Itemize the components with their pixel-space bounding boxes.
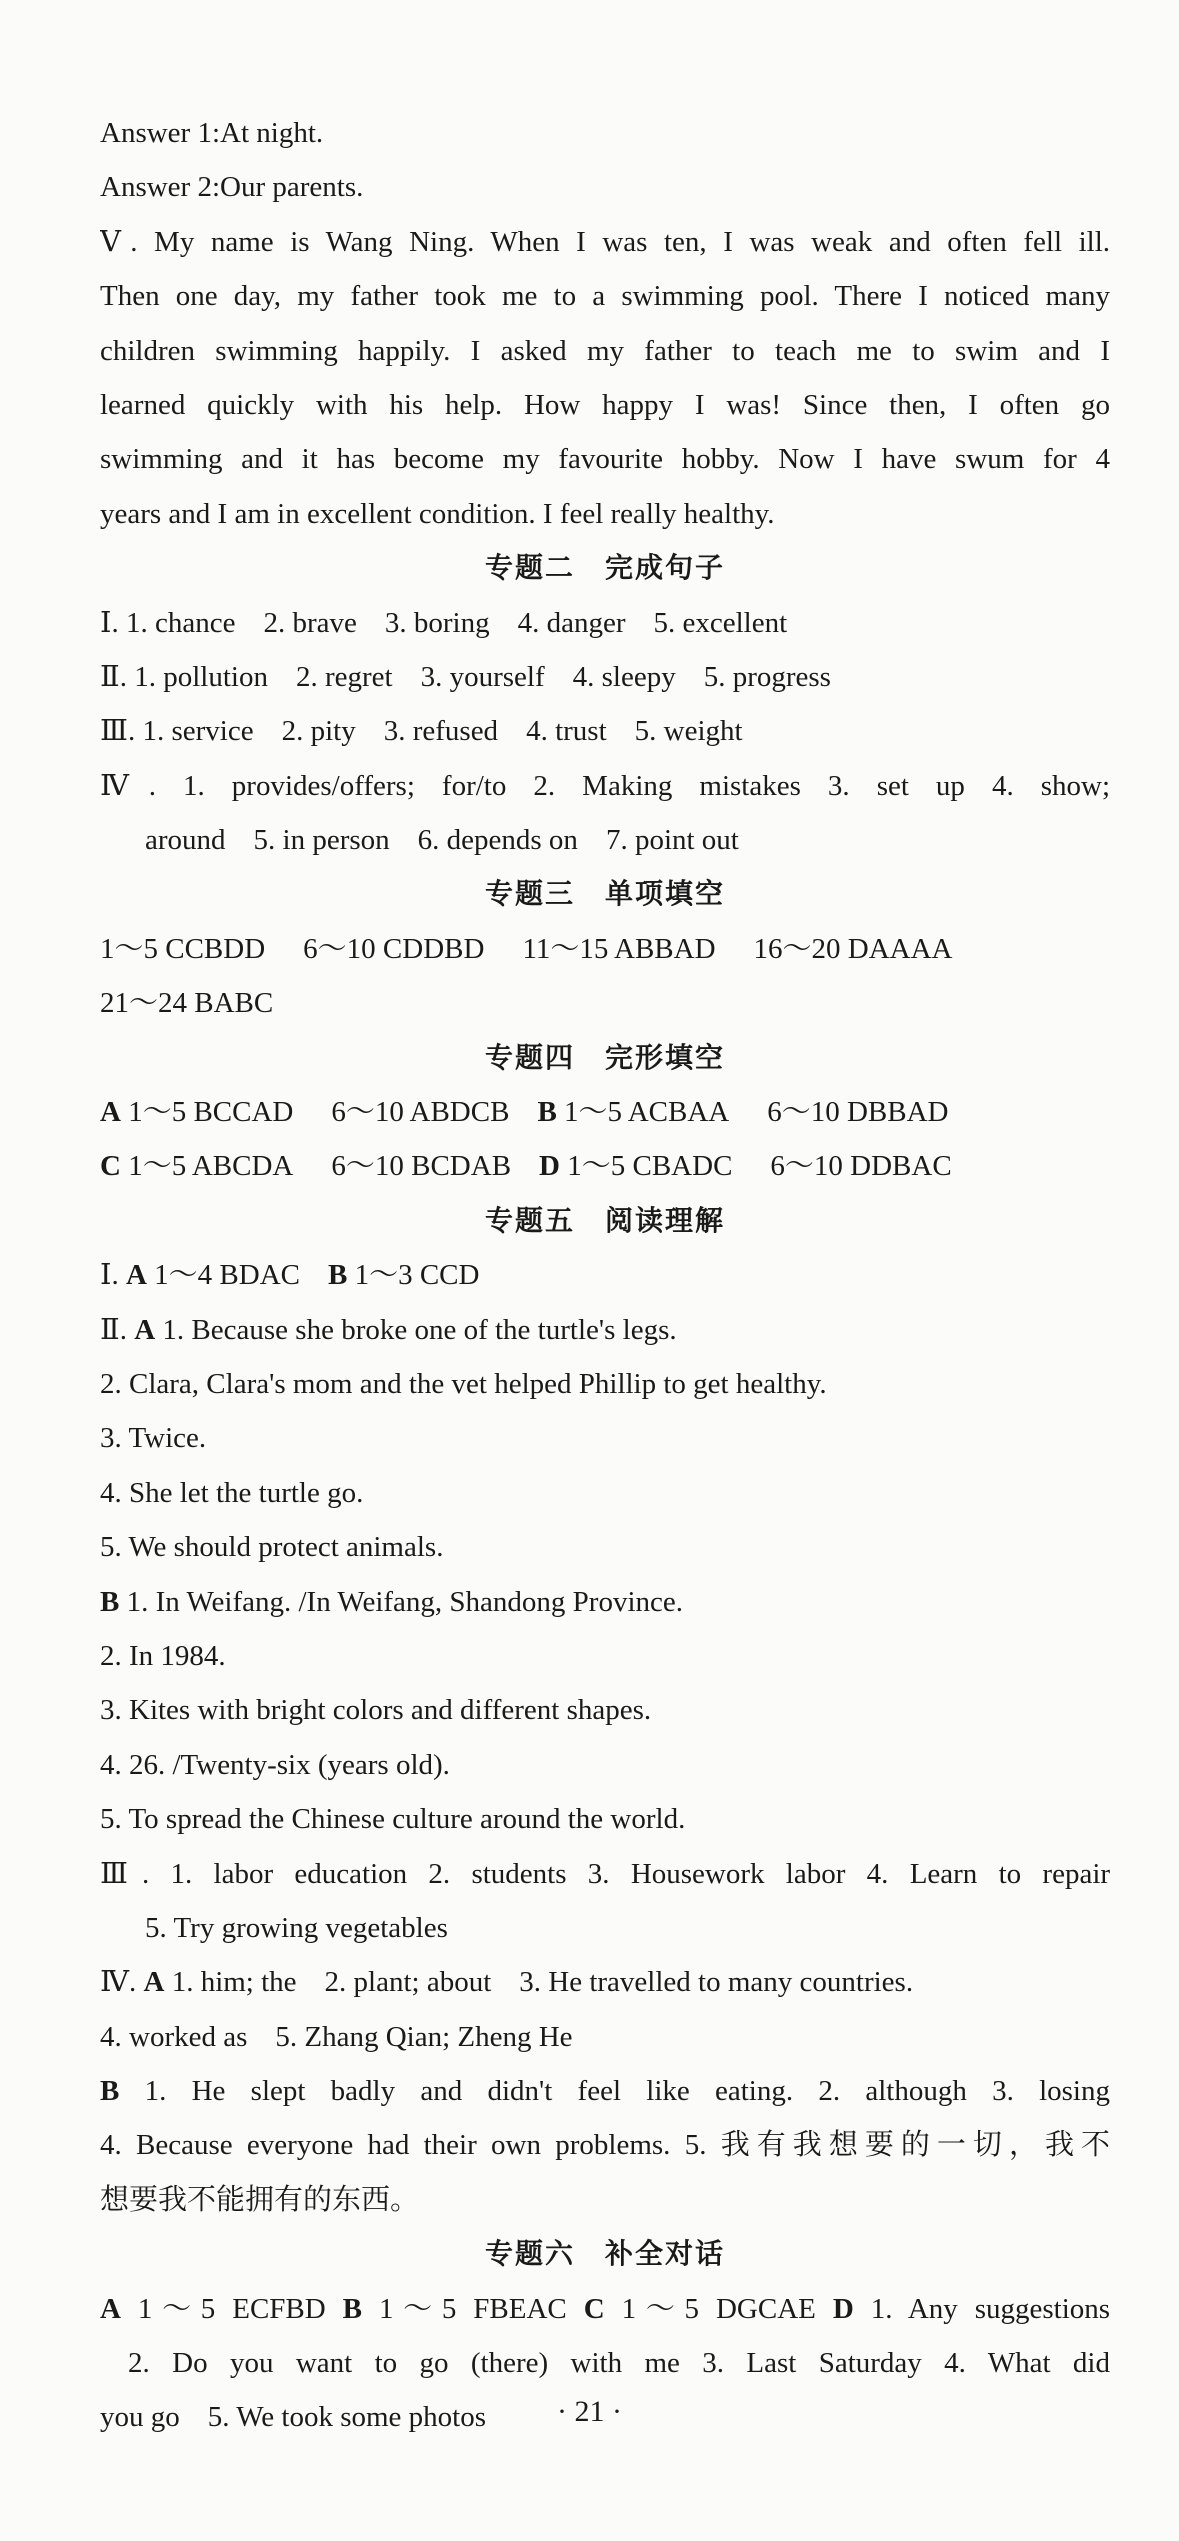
- s2-row-3: [100, 704, 1110, 758]
- answer-2: Answer 2:Our parents.: [100, 171, 364, 204]
- answer-item: 2. plant; about: [324, 1966, 492, 1999]
- answer-item: 1～5 ECFBD: [137, 2292, 326, 2325]
- answer-item: 4. sleepy: [572, 660, 676, 693]
- page-content: [100, 106, 1110, 2445]
- part-letter: B: [342, 2292, 363, 2325]
- part-letter: A: [125, 1259, 147, 1292]
- s5-part-4a-cont: [100, 2010, 1110, 2064]
- answer-item: 1. chance: [125, 606, 236, 639]
- answer-item: 5. progress: [703, 660, 831, 693]
- answer-item: 2. brave: [263, 606, 357, 639]
- answer-item: 4. Learn to repair: [866, 1857, 1110, 1890]
- section-5-title: 专题五 阅读理解: [484, 1203, 725, 1237]
- answer-item: 5. Zhang Qian; Zheng He: [275, 2020, 573, 2053]
- part-letter: B: [328, 1259, 348, 1292]
- s5-part-2a: [100, 1303, 1110, 1357]
- answer-item: 4. She let the turtle go.: [100, 1476, 364, 1509]
- answer-item: 3. Twice.: [100, 1422, 207, 1455]
- s5-part-4b-cont: [100, 2118, 1110, 2172]
- section-3-title: 专题三 单项填空: [484, 877, 725, 911]
- answer-item: 1. pollution: [134, 660, 268, 693]
- answer-item: 1. service: [142, 715, 254, 748]
- answer-item: 2. pity: [281, 715, 356, 748]
- answer-item: 6～10 DDBAC: [770, 1150, 952, 1183]
- answer-item: 1～5 ACBAA: [564, 1096, 730, 1129]
- answer-item: 4. trust: [526, 715, 607, 748]
- roman-numeral: Ⅲ.: [100, 715, 143, 748]
- answer-1: Answer 1:At night.: [100, 117, 324, 149]
- answer-item: 7. point out: [605, 824, 739, 857]
- answer-item: 3. set up: [827, 769, 965, 802]
- page-number: · 21 ·: [557, 2395, 622, 2428]
- answer-item: 3. He travelled to many countries.: [519, 1966, 914, 1999]
- answer-item: 6～10 DBBAD: [767, 1096, 949, 1129]
- essay-line: swimming and it has become my favourite hobby. Now I have swum for 4: [100, 443, 1110, 476]
- roman-numeral: Ⅳ.: [100, 1966, 144, 1999]
- answer-item: 3. yourself: [420, 660, 545, 693]
- answer-item: 4. 26. /Twenty-six (years old).: [100, 1748, 450, 1781]
- roman-numeral: Ⅳ.: [100, 769, 184, 802]
- answer-item: 1. He slept badly and didn't feel like eating.: [144, 2075, 794, 2108]
- s4-line-2: [100, 1139, 1110, 1193]
- part-letter: B: [100, 2075, 120, 2108]
- answer-item: 4. What did: [944, 2347, 1110, 2380]
- section-6-title: 专题六 补全对话: [484, 2237, 725, 2271]
- answer-item: 1～5 DGCAE: [621, 2292, 816, 2325]
- section-4-title: 专题四 完形填空: [484, 1040, 725, 1074]
- answer-item: 1～4 BDAC: [154, 1259, 300, 1292]
- essay-line: Ⅴ. My name is Wang Ning. When I was ten, I was weak and often fell ill.: [100, 225, 1110, 258]
- answer-item: 5. weight: [634, 715, 743, 748]
- s5-part-3-cont: 5. Try growing vegetables: [145, 1911, 448, 1944]
- essay-line: Then one day, my father took me to a swimming pool. There I noticed many: [100, 280, 1110, 313]
- s2-row-4-cont: [100, 813, 1110, 867]
- answer-item: 2. regret: [295, 660, 393, 693]
- roman-numeral: Ⅱ.: [100, 660, 135, 693]
- answer-item: 1. Any suggestions: [870, 2292, 1110, 2325]
- roman-numeral: Ⅲ.: [100, 1857, 171, 1890]
- answer-item: 3. Housework labor: [587, 1857, 846, 1890]
- answer-item: 6. depends on: [417, 824, 578, 857]
- s2-row-4: [100, 759, 1110, 813]
- part-letter: A: [134, 1313, 156, 1346]
- answer-item: 5. 我有我想要的一切，我不: [684, 2129, 1110, 2162]
- answer-item: 1～5 CCBDD: [100, 932, 266, 965]
- part-letter: C: [100, 1150, 121, 1183]
- answer-item: 2. Clara, Clara's mom and the vet helped Phillip to get healthy.: [100, 1367, 827, 1400]
- answer-item: 5. We should protect animals.: [100, 1531, 444, 1564]
- answer-item: 3. boring: [384, 606, 490, 639]
- essay-line: children swimming happily. I asked my father to teach me to swim and I: [100, 334, 1110, 367]
- answer-item: 16～20 DAAAA: [753, 932, 953, 965]
- answer-item: 3. losing: [992, 2075, 1110, 2108]
- essay-line: years and I am in excellent condition. I feel really healthy.: [100, 497, 775, 530]
- answer-item: 4. show;: [991, 769, 1110, 802]
- answer-item: 1～5 ABCDA: [128, 1150, 294, 1183]
- answer-item: 2. In 1984.: [100, 1639, 226, 1672]
- part-letter: A: [143, 1966, 165, 1999]
- answer-item: 4. Because everyone had their own problems.: [100, 2129, 671, 2162]
- roman-numeral: Ⅰ.: [100, 1259, 126, 1292]
- answer-item: 3. Kites with bright colors and different shapes.: [100, 1694, 652, 1727]
- answer-item: 5. We took some photos: [207, 2401, 487, 2434]
- roman-numeral: Ⅱ.: [100, 1313, 135, 1346]
- part-letter: A: [100, 1096, 121, 1129]
- answer-item: 5. To spread the Chinese culture around the world.: [100, 1803, 686, 1836]
- answer-item: 1～5 FBEAC: [378, 2292, 567, 2325]
- part-letter: C: [583, 2292, 605, 2325]
- answer-item: 11～15 ABBAD: [522, 932, 716, 965]
- part-letter: D: [832, 2292, 854, 2325]
- answer-item: 6～10 CDDBD: [303, 932, 485, 965]
- answer-item: 1. provides/offers; for/to: [183, 769, 507, 802]
- s5-part-4b: [100, 2064, 1110, 2118]
- answer-item: 2. although: [818, 2075, 967, 2108]
- answer-item: 2. students: [428, 1857, 567, 1890]
- essay-line: learned quickly with his help. How happy I was! Since then, I often go: [100, 388, 1110, 421]
- answer-item: around: [145, 824, 226, 857]
- answer-item: 1～3 CCD: [354, 1259, 480, 1292]
- s4-line-1: [100, 1085, 1110, 1139]
- answer-item: 2. Making mistakes: [533, 769, 801, 802]
- answer-item: 1. In Weifang. /In Weifang, Shandong Province.: [126, 1585, 684, 1618]
- s5-part-4b-cont-2: 想要我不能拥有的东西。: [100, 2183, 420, 2216]
- answer-item: 1. Because she broke one of the turtle's legs.: [162, 1313, 677, 1346]
- answer-item: 1～5 CBADC: [567, 1150, 733, 1183]
- s5-part-2b: [100, 1575, 1110, 1629]
- answer-item: 2. Do you want to go (there) with me: [128, 2347, 680, 2380]
- s6-line-2: [100, 2336, 1110, 2390]
- s6-line-1: [100, 2282, 1110, 2336]
- part-letter: A: [100, 2292, 121, 2325]
- s5-part-4a: [100, 1955, 1110, 2009]
- answer-item: 6～10 BCDAB: [331, 1150, 512, 1183]
- answer-item: 1～5 BCCAD: [128, 1096, 294, 1129]
- answer-item: 3. refused: [383, 715, 499, 748]
- answer-item: you go: [100, 2401, 180, 2434]
- s3-line-2: 21～24 BABC: [100, 987, 274, 1020]
- part-letter: B: [537, 1096, 557, 1129]
- s2-row-2: [100, 650, 1110, 704]
- s2-row-1: [100, 596, 1110, 650]
- section-2-title: 专题二 完成句子: [484, 551, 725, 585]
- part-letter: B: [100, 1585, 120, 1618]
- s5-part-3: [100, 1847, 1110, 1901]
- s3-line-1: [100, 922, 1110, 976]
- s5-part-1: [100, 1248, 1110, 1302]
- answer-item: 4. worked as: [100, 2020, 248, 2053]
- part-letter: D: [539, 1150, 560, 1183]
- answer-item: 5. in person: [253, 824, 390, 857]
- answer-item: 3. Last Saturday: [702, 2347, 922, 2380]
- answer-item: 1. him; the: [171, 1966, 297, 1999]
- answer-item: 5. excellent: [653, 606, 788, 639]
- answer-item: 4. danger: [517, 606, 626, 639]
- answer-item: 1. labor education: [170, 1857, 408, 1890]
- roman-numeral: Ⅰ.: [100, 606, 126, 639]
- answer-item: 6～10 ABDCB: [331, 1096, 510, 1129]
